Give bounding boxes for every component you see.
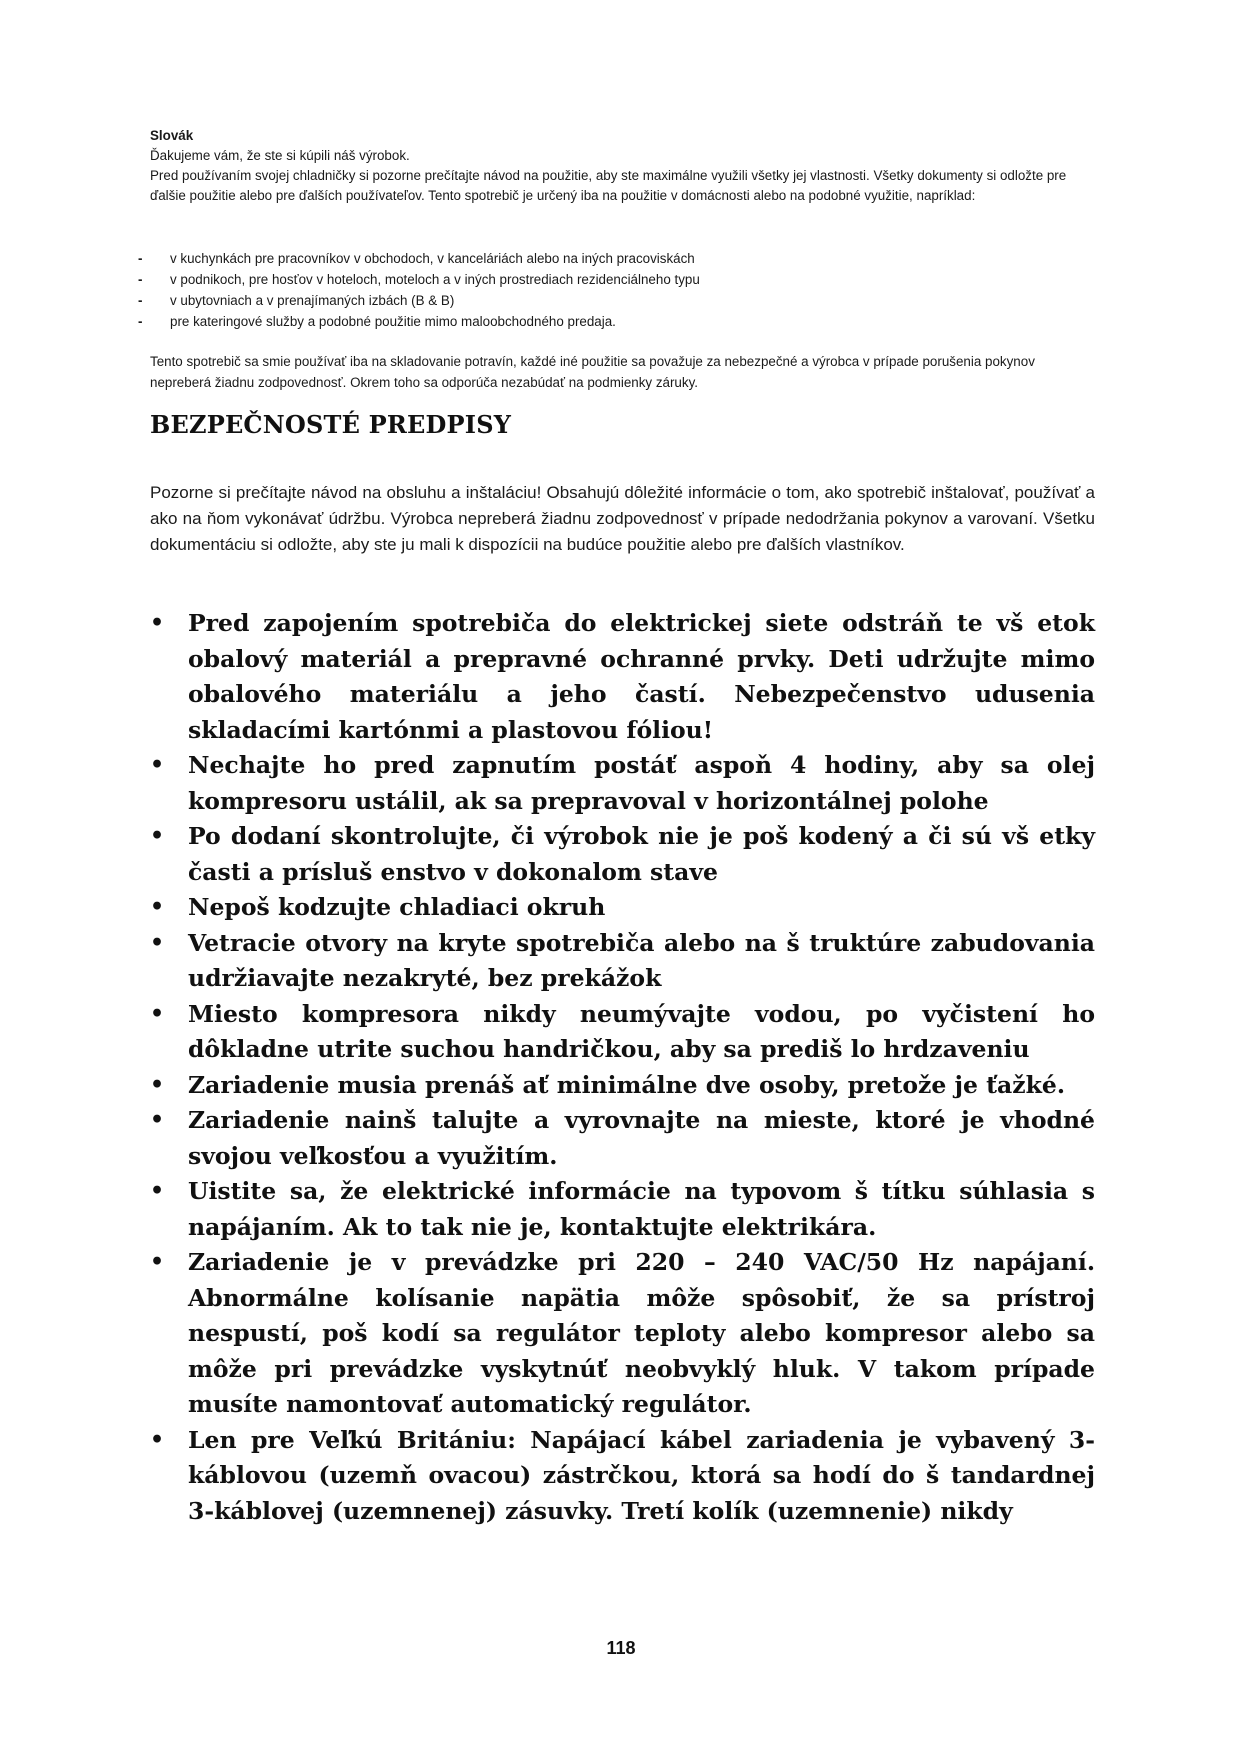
safety-rules-list xyxy=(150,606,1095,1529)
list-item: • Pred zapojením spotrebiča do elektrickej siete odstráň te vš etok obalový materiál a prepravné ochranné prvky. Deti udržujte mimo obalového materiálu a jeho častí. Nebezpečenstvo udusenia skladacími kartónmi a plastovou fóliou! xyxy=(150,606,1095,748)
bullet-icon: • xyxy=(150,1000,165,1027)
list-item: • Uistite sa, že elektrické informácie na typovom š títku súhlasia s napájaním. Ak to tak nie je, kontaktujte elektrikára. xyxy=(150,1174,1095,1245)
list-item: • Nepoš kodzujte chladiaci okruh xyxy=(150,890,1095,926)
dash-icon: - xyxy=(138,314,143,329)
usage-examples-list xyxy=(138,248,1078,332)
instructions-text: Pred používaním svojej chladničky si pozorne prečítajte návod na použitie, aby ste maximálne využili všetky jej vlastnosti. Všetky dokumenty si odložte pre ďalšie použitie alebo pre ďalších používateľov. Tento spotrebič je určený iba na použitie v domácnosti alebo na podobné využitie, napríklad: xyxy=(150,168,1067,203)
safety-intro: Pozorne si prečítajte návod na obsluhu a inštaláciu! Obsahujú dôležité informácie o tom, ako spotrebič inštalovať, používať a ako na ňom vykonávať údržbu. Výrobca nepreberá žiadnu zodpovednosť v prípade nedodržania pokynov a varovaní. Všetku dokumentáciu si odložte, aby ste ju mali k dispozícii na budúce použitie alebo pre ďalších vlastníkov. xyxy=(150,483,1095,554)
bullet-icon: • xyxy=(150,1178,165,1204)
bullet-icon: • xyxy=(150,610,165,636)
bullet-icon: • xyxy=(150,823,165,849)
bullet-icon: • xyxy=(150,752,165,778)
list-item: • Zariadenie musia prenáš ať minimálne dve osoby, pretože je ťažké. xyxy=(150,1068,1095,1104)
list-item: • Vetracie otvory na kryte spotrebiča alebo na š truktúre zabudovania udržiavajte nezakryté, bez prekážok xyxy=(150,926,1095,997)
thanks-text: Ďakujeme vám, že ste si kúpili náš výrobok. xyxy=(150,148,410,163)
bullet-icon: • xyxy=(150,1071,165,1098)
bullet-icon: • xyxy=(150,894,165,920)
list-item: - v ubytovniach a v prenajímaných izbách (B & B) xyxy=(138,290,1078,311)
dash-icon: - xyxy=(138,293,143,308)
page-number: 118 xyxy=(606,1638,636,1658)
list-item: • Nechajte ho pred zapnutím postáť aspoň 4 hodiny, aby sa olej kompresoru ustálil, ak sa prepravoval v horizontálnej polohe xyxy=(150,748,1095,819)
list-item: • Zariadenie je v prevádzke pri 220 – 240 VAC/50 Hz napájaní. Abnormálne kolísanie napätia môže spôsobiť, že sa prístroj nespustí, poš kodí sa regulátor teploty alebo kompresor alebo sa môže pri prevádzke vyskytnúť neobvyklý hluk. V takom prípade musíte namontovať automatický regulátor. xyxy=(150,1245,1095,1423)
list-item: • Po dodaní skontrolujte, či výrobok nie je poš kodený a či sú vš etky časti a prísluš enstvo v dokonalom stave xyxy=(150,819,1095,890)
list-item: • Miesto kompresora nikdy neumývajte vodou, po vyčistení ho dôkladne utrite suchou handričkou, aby sa prediš lo hrdzaveniu xyxy=(150,997,1095,1068)
bullet-icon: • xyxy=(150,1426,165,1453)
list-item: • Zariadenie nainš talujte a vyrovnajte na mieste, ktoré je vhodné svojou veľkosťou a využitím. xyxy=(150,1103,1095,1174)
list-item: - pre kateringové služby a podobné použitie mimo maloobchodného predaja. xyxy=(138,311,1078,332)
language-title: Slovák xyxy=(150,128,194,143)
bullet-icon: • xyxy=(150,1107,165,1133)
bullet-icon: • xyxy=(150,1249,165,1275)
intro-block xyxy=(150,126,1085,206)
bullet-icon: • xyxy=(150,929,165,956)
list-item: - v podnikoch, pre hosťov v hoteloch, moteloch a v iných prostrediach rezidenciálneho typu xyxy=(138,269,1078,290)
list-item: - v kuchynkách pre pracovníkov v obchodoch, v kanceláriách alebo na iných pracoviskách xyxy=(138,248,1078,269)
dash-icon: - xyxy=(138,272,143,287)
list-item: • Len pre Veľkú Britániu: Napájací kábel zariadenia je vybavený 3-káblovou (uzemň ovacou) zástrčkou, ktorá sa hodí do š tandardnej 3-káblovej (uzemnenej) zásuvky. Tretí kolík (uzemnenie) nikdy xyxy=(150,1423,1095,1530)
dash-icon: - xyxy=(138,251,143,266)
section-heading: BEZPEČNOSTÉ PREDPISY xyxy=(150,410,512,439)
usage-note: Tento spotrebič sa smie používať iba na skladovanie potravín, každé iné použitie sa považuje za nebezpečné a výrobca v prípade porušenia pokynov nepreberá žiadnu zodpovednosť. Okrem toho sa odporúča nezabúdať na podmienky záruky. xyxy=(150,354,1035,390)
